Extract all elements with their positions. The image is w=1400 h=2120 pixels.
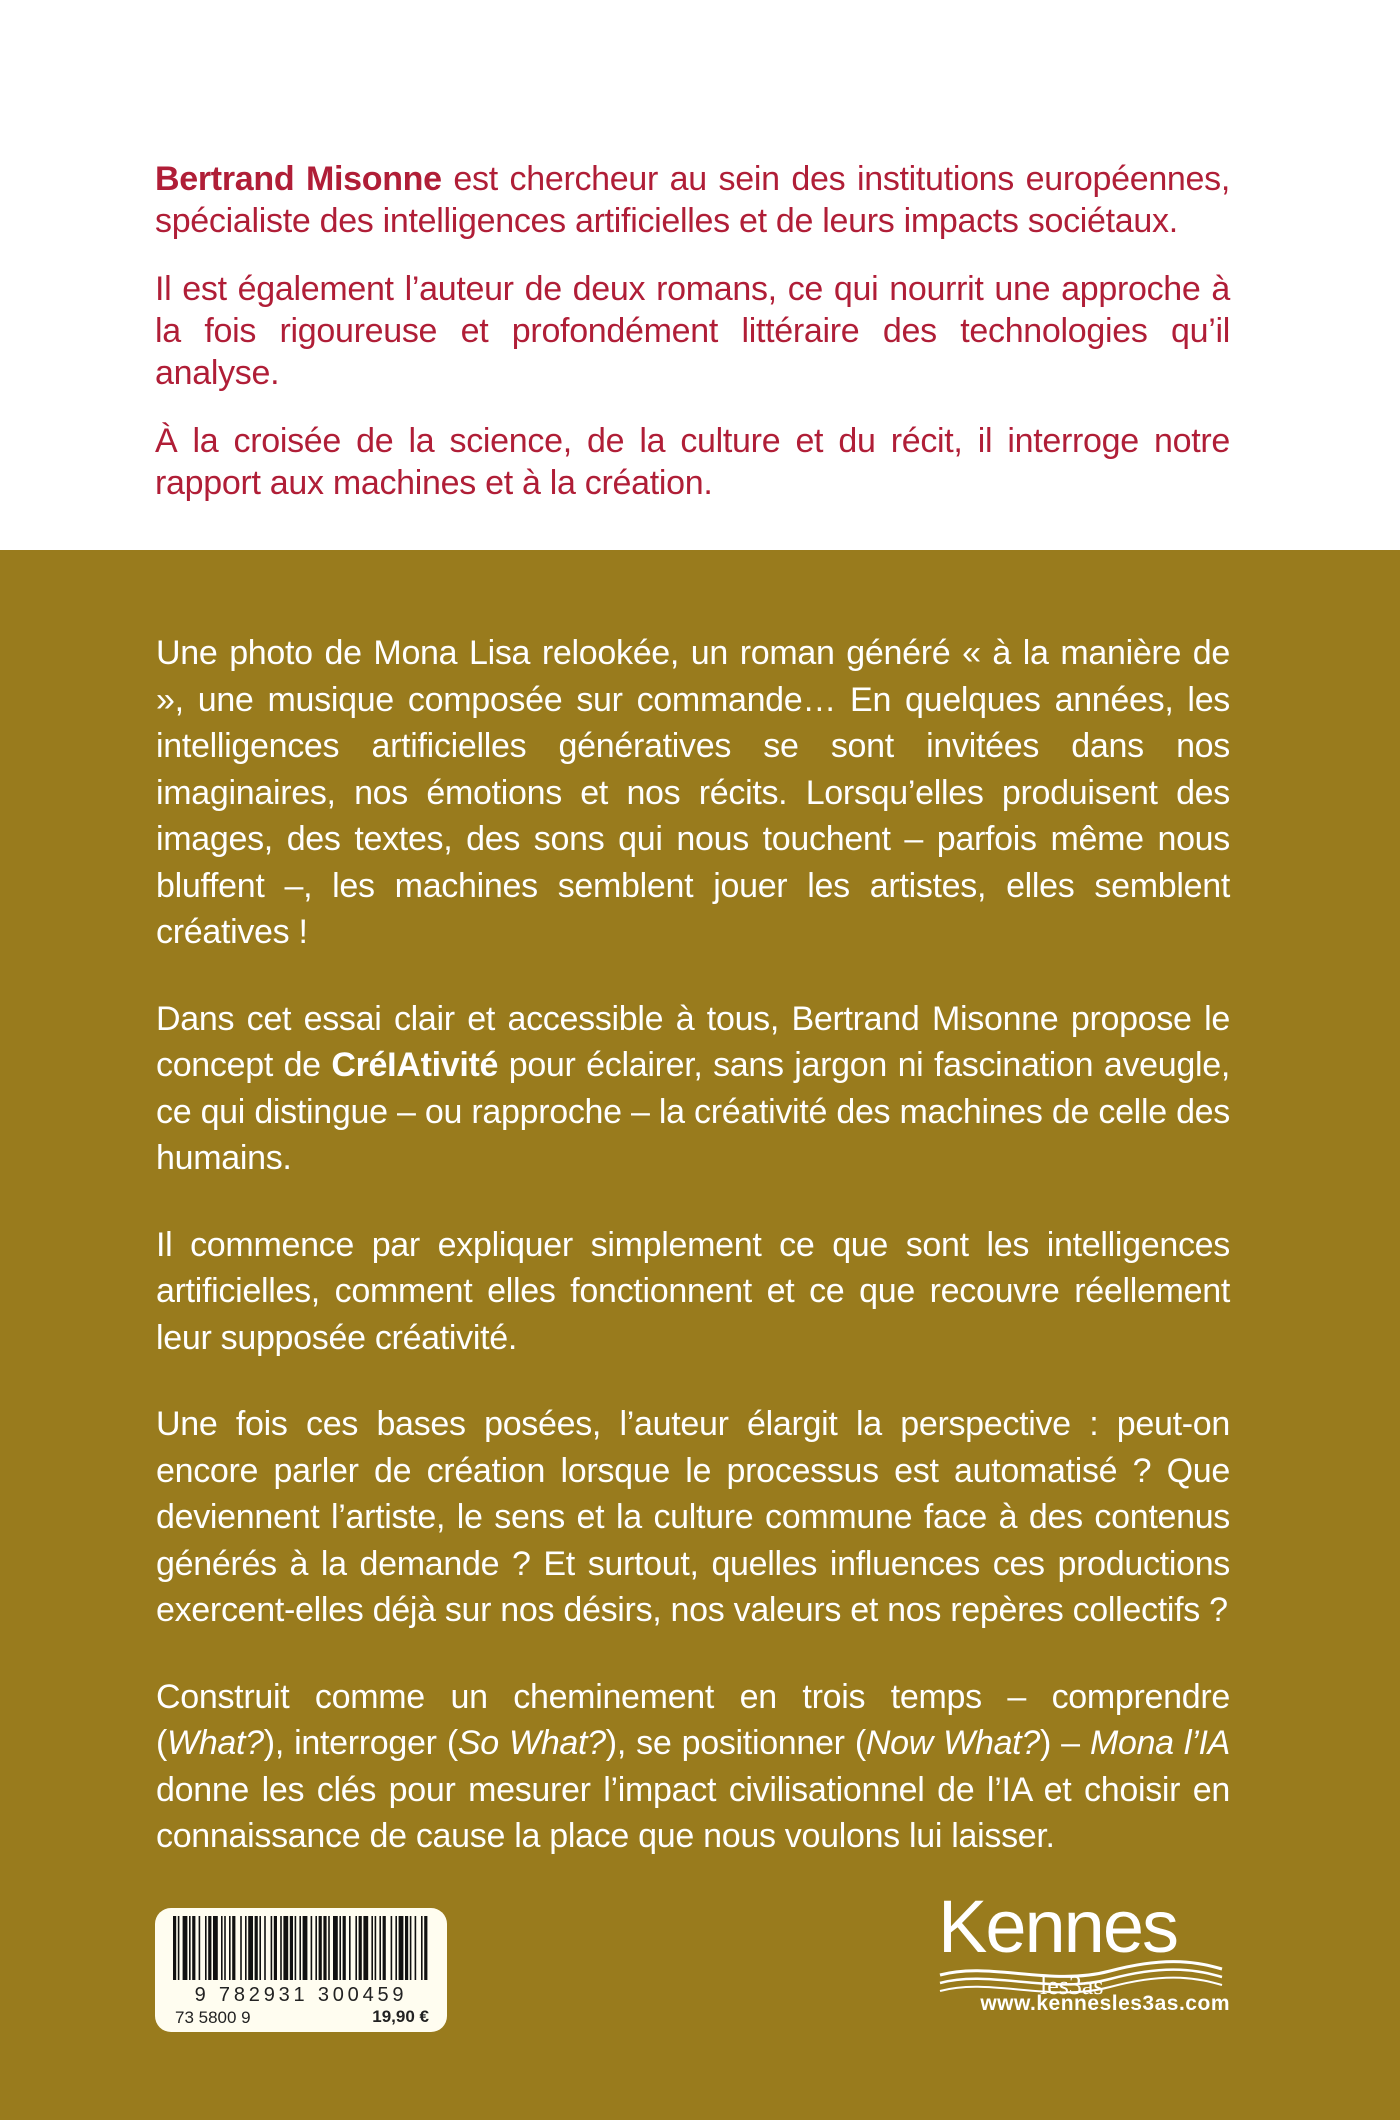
reference-code: 73 5800 9	[175, 2008, 251, 2027]
isbn-number: 9 782931 300459	[194, 1984, 408, 2006]
blurb-paragraph-2-text-a: Dans cet essai clair et accessible à tous, Bertrand Misonne propose le concept de	[156, 999, 1230, 1084]
bio-paragraph-2: Il est également l’auteur de deux romans, ce qui nourrit une approche à la fois rigoureuse et profondément littéraire des technologies qu’il analyse.	[155, 270, 1230, 392]
blurb-p5-what: What?	[167, 1724, 264, 1762]
barcode-label	[155, 1908, 447, 2032]
blurb-paragraph-2-text-b: pour éclairer, sans jargon ni fascination aveugle, ce qui distingue – ou rapproche – la créativité des machines de celle des humains.	[156, 1046, 1230, 1177]
publisher-imprint: les3as	[1040, 1971, 1104, 2000]
author-name: Bertrand Misonne	[155, 160, 442, 198]
blurb-p5-text-c: ), se positionner (	[605, 1724, 866, 1762]
publisher-website: www.kennesles3as.com	[980, 1992, 1230, 2015]
blurb-p5-text-b: ), interroger (	[263, 1724, 458, 1762]
blurb-paragraph-3: Il commence par expliquer simplement ce que sont les intelligences artificielles, comment elles fonctionnent et ce que recouvre réellement leur supposée créativité.	[156, 1225, 1230, 1357]
author-bio	[155, 158, 1230, 530]
bio-paragraph-1-text: est chercheur au sein des institutions européennes, spécialiste des intelligences artificielles et de leurs impacts sociétaux.	[155, 160, 1230, 240]
blurb-p5-text-e: donne les clés pour mesurer l’impact civilisationnel de l’IA et choisir en connaissance de cause la place que nous voulons lui laisser.	[156, 1770, 1230, 1855]
concept-term: CréIAtivité	[331, 1046, 499, 1084]
author-bio-section	[0, 0, 1400, 550]
book-title-mention: Mona l’IA	[1089, 1724, 1230, 1762]
blurb-section	[0, 550, 1400, 2120]
price: 19,90 €	[372, 2007, 429, 2026]
blurb-p5-text-d: ) –	[1039, 1724, 1090, 1762]
blurb-paragraph-4: Une fois ces bases posées, l’auteur élargit la perspective : peut-on encore parler de création lorsque le processus est automatisé ? Que deviennent l’artiste, le sens et la culture commune face à des contenus générés à la demande ? Et surtout, quelles influences ces productions exercent-elles déjà sur nos désirs, nos valeurs et nos repères collectifs ?	[156, 1405, 1230, 1629]
bio-paragraph-3: À la croisée de la science, de la culture et du récit, il interroge notre rapport aux machines et à la création.	[155, 422, 1230, 502]
publisher-name: Kennes	[938, 1885, 1177, 1968]
blurb-p5-now-what: Now What?	[865, 1724, 1040, 1762]
blurb-p5-so-what: So What?	[457, 1724, 606, 1762]
blurb-p5-text-a: Construit comme un cheminement en trois temps – comprendre (	[156, 1677, 1230, 1762]
blurb-paragraph-1: Une photo de Mona Lisa relookée, un roman généré « à la manière de », une musique composée sur commande… En quelques années, les intelligences artificielles génératives se sont invitées dans nos imaginaires, nos émotions et nos récits. Lorsqu’elles produisent des images, des textes, des sons qui nous touchent – parfois même nous bluffent –, les machines semblent jouer les artistes, elles semblent créatives !	[156, 634, 1230, 951]
barcode-icon	[169, 1916, 433, 1984]
blurb-paragraph-2	[156, 996, 1230, 1182]
blurb-paragraph-5	[156, 1674, 1230, 1860]
book-blurb	[156, 630, 1230, 1900]
bio-paragraph-1	[155, 158, 1230, 242]
